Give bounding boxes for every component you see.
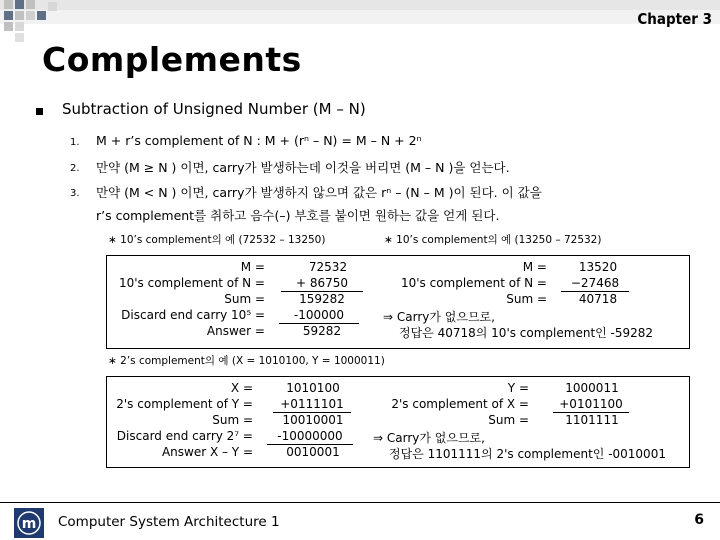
row-label: Answer X – Y = (161, 445, 253, 459)
row-label: 10's complement of N = (118, 276, 265, 290)
university-logo-icon (14, 508, 44, 538)
row-label: X = (230, 381, 253, 395)
row-label: Y = (507, 381, 529, 395)
page-title: Complements (42, 40, 302, 79)
example-box-10s (106, 255, 690, 349)
row-value: 1000011 (565, 381, 619, 395)
row-label: M = (240, 260, 265, 274)
row-value: -10000000 (267, 429, 353, 445)
row-value: 13520 (578, 260, 618, 274)
row-label: M = (522, 260, 547, 274)
result-note: 정답은 40718의 10's complement인 -59282 (399, 326, 654, 340)
row-label: 2's complement of X = (391, 397, 529, 411)
row-label: Sum = (224, 292, 265, 306)
result-note: 정답은 1101111의 2's complement인 -0010001 (389, 447, 666, 461)
row-value: 72532 (308, 260, 348, 274)
row-label: Sum = (488, 413, 529, 427)
chapter-label: Chapter 3 (637, 10, 712, 28)
row-value: 40718 (578, 292, 618, 306)
row-value: 10010001 (282, 413, 344, 427)
course-title: Computer System Architecture 1 (58, 514, 280, 530)
item-number: 1. (70, 137, 80, 148)
result-note: ⇒ Carry가 없으므로, (373, 431, 485, 445)
example-caption: ∗ 10’s complement의 예 (72532 – 13250) (108, 234, 326, 246)
section-heading: Subtraction of Unsigned Number (M – N) (62, 100, 366, 118)
row-value: 159282 (299, 292, 345, 306)
row-value: +0111101 (273, 397, 351, 413)
row-value: 0010001 (286, 445, 340, 459)
row-label: Answer = (206, 324, 265, 338)
example-caption: ∗ 2’s complement의 예 (X = 1010100, Y = 1000011) (108, 355, 385, 367)
row-value: + 86750 (281, 276, 363, 292)
bullet-icon (36, 108, 43, 115)
example-box-2s (106, 376, 690, 468)
item-text-continued: r’s complement를 취하고 음수(–) 부호를 붙이면 원하는 값을 얻게 된다. (96, 208, 500, 223)
row-value: +0101100 (553, 397, 629, 413)
item-text: M + r’s complement of N : M + (rⁿ – N) = M – N + 2ⁿ (96, 133, 422, 148)
item-number: 3. (70, 188, 80, 199)
item-text: 만약 (M < N ) 이면, carry가 발생하지 않으며 값은 rⁿ – (N – M )이 된다. 이 값을 (96, 185, 542, 200)
row-label: Sum = (506, 292, 547, 306)
example-caption: ∗ 10’s complement의 예 (13250 – 72532) (384, 234, 602, 246)
row-label: 10's complement of N = (400, 276, 547, 290)
row-value: 1010100 (286, 381, 340, 395)
row-label: Discard end carry 2⁷ = (116, 429, 253, 443)
row-value: -100000 (279, 308, 359, 324)
row-value: 59282 (302, 324, 342, 338)
result-note: ⇒ Carry가 없으므로, (383, 310, 495, 324)
item-number: 2. (70, 163, 80, 174)
item-text: 만약 (M ≥ N ) 이면, carry가 발생하는데 이것을 버리면 (M – N )을 얻는다. (96, 160, 510, 175)
row-value: 1101111 (565, 413, 619, 427)
row-label: 2's complement of Y = (116, 397, 253, 411)
page-number: 6 (694, 512, 704, 528)
row-value: −27468 (561, 276, 629, 292)
row-label: Sum = (212, 413, 253, 427)
footer-divider (0, 502, 720, 503)
logo-lettering: m (21, 516, 37, 532)
row-label: Discard end carry 10⁵ = (121, 308, 265, 322)
